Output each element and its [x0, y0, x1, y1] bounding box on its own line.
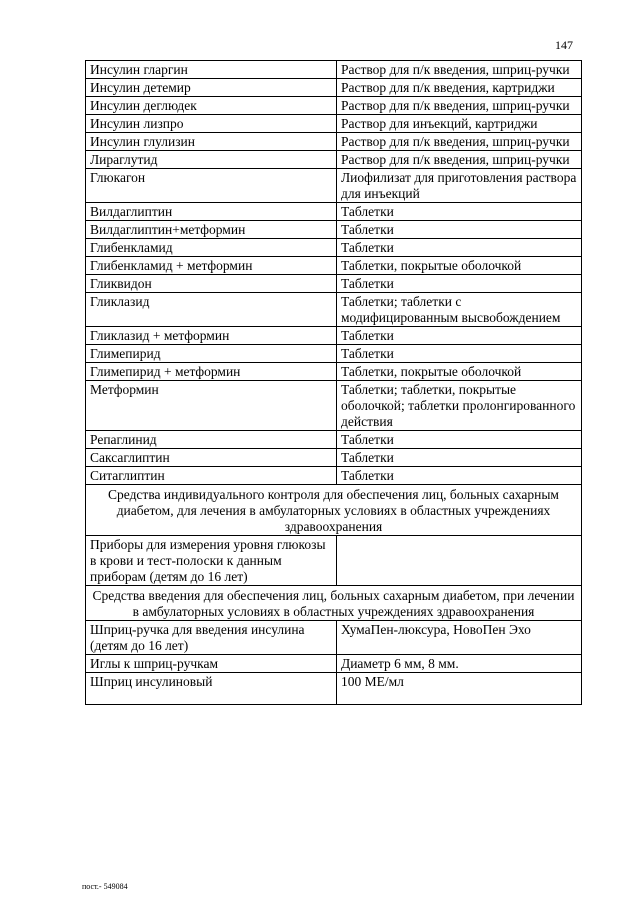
drug-name-cell: Гликлазид	[86, 293, 337, 327]
table-row	[86, 169, 582, 203]
table-row	[86, 655, 582, 673]
table-row	[86, 61, 582, 79]
table-row	[86, 275, 582, 293]
dosage-form-cell: Таблетки, покрытые оболочкой	[337, 363, 582, 381]
drug-name-cell: Глимепирид + метформин	[86, 363, 337, 381]
dosage-form-cell: Раствор для п/к введения, картриджи	[337, 79, 582, 97]
section-heading-administration: Средства введения для обеспечения лиц, больных сахарным диабетом, при лечении в амбулаторных условиях в областных учреждениях здравоохранения	[86, 586, 582, 621]
drug-name-cell: Гликлазид + метформин	[86, 327, 337, 345]
table-row	[86, 449, 582, 467]
table-row	[86, 431, 582, 449]
footer-note: пост.- 549084	[82, 882, 128, 891]
dosage-form-cell: Таблетки	[337, 467, 582, 485]
drug-table	[85, 60, 582, 705]
table-row	[86, 293, 582, 327]
table-row	[86, 621, 582, 655]
device-name-cell: Шприц-ручка для введения инсулина (детям до 16 лет)	[86, 621, 337, 655]
table-row	[86, 203, 582, 221]
dosage-form-cell: Таблетки, покрытые оболочкой	[337, 257, 582, 275]
drug-name-cell: Глюкагон	[86, 169, 337, 203]
drug-name-cell: Лираглутид	[86, 151, 337, 169]
table-row	[86, 221, 582, 239]
table-row	[86, 536, 582, 586]
drug-name-cell: Глибенкламид	[86, 239, 337, 257]
drug-name-cell: Глибенкламид + метформин	[86, 257, 337, 275]
table-row	[86, 381, 582, 431]
dosage-form-cell: Раствор для п/к введения, шприц-ручки	[337, 97, 582, 115]
device-detail-cell: 100 МЕ/мл	[337, 673, 582, 705]
drug-name-cell: Гликвидон	[86, 275, 337, 293]
table-row	[86, 97, 582, 115]
drug-name-cell: Инсулин глулизин	[86, 133, 337, 151]
section-heading-row	[86, 586, 582, 621]
dosage-form-cell: Таблетки	[337, 345, 582, 363]
dosage-form-cell: Таблетки	[337, 327, 582, 345]
dosage-form-cell: Раствор для п/к введения, шприц-ручки	[337, 61, 582, 79]
drug-name-cell: Глимепирид	[86, 345, 337, 363]
section-heading-row	[86, 485, 582, 536]
table-row	[86, 345, 582, 363]
dosage-form-cell: Таблетки	[337, 239, 582, 257]
table-row	[86, 327, 582, 345]
dosage-form-cell: Таблетки; таблетки с модифицированным высвобождением	[337, 293, 582, 327]
device-detail-cell: Диаметр 6 мм, 8 мм.	[337, 655, 582, 673]
dosage-form-cell: Раствор для п/к введения, шприц-ручки	[337, 151, 582, 169]
dosage-form-cell: Таблетки	[337, 221, 582, 239]
dosage-form-cell: Таблетки	[337, 449, 582, 467]
drug-name-cell: Вилдаглиптин+метформин	[86, 221, 337, 239]
table-row	[86, 133, 582, 151]
drug-name-cell: Инсулин деглюдек	[86, 97, 337, 115]
dosage-form-cell: Таблетки; таблетки, покрытые оболочкой; таблетки пролонгированного действия	[337, 381, 582, 431]
table-row	[86, 151, 582, 169]
dosage-form-cell: Раствор для п/к введения, шприц-ручки	[337, 133, 582, 151]
dosage-form-cell: Лиофилизат для приготовления раствора для инъекций	[337, 169, 582, 203]
dosage-form-cell: Раствор для инъекций, картриджи	[337, 115, 582, 133]
table-row	[86, 673, 582, 705]
dosage-form-cell: Таблетки	[337, 431, 582, 449]
drug-name-cell: Инсулин детемир	[86, 79, 337, 97]
drug-name-cell: Репаглинид	[86, 431, 337, 449]
drug-name-cell: Инсулин лизпро	[86, 115, 337, 133]
device-name-cell: Шприц инсулиновый	[86, 673, 337, 705]
device-detail-cell	[337, 536, 582, 586]
drug-name-cell: Вилдаглиптин	[86, 203, 337, 221]
drug-name-cell: Метформин	[86, 381, 337, 431]
device-name-cell: Приборы для измерения уровня глюкозы в крови и тест-полоски к данным приборам (детям до 16 лет)	[86, 536, 337, 586]
drug-name-cell: Саксаглиптин	[86, 449, 337, 467]
dosage-form-cell: Таблетки	[337, 275, 582, 293]
section-heading-monitoring: Средства индивидуального контроля для обеспечения лиц, больных сахарным диабетом, для лечения в амбулаторных условиях в областных учреждениях здравоохранения	[86, 485, 582, 536]
dosage-form-cell: Таблетки	[337, 203, 582, 221]
device-detail-cell: ХумаПен-люксура, НовоПен Эхо	[337, 621, 582, 655]
table-row	[86, 467, 582, 485]
drug-name-cell: Инсулин гларгин	[86, 61, 337, 79]
table-row	[86, 115, 582, 133]
table-row	[86, 79, 582, 97]
table-row	[86, 257, 582, 275]
page-number: 147	[555, 38, 573, 52]
table-row	[86, 239, 582, 257]
device-name-cell: Иглы к шприц-ручкам	[86, 655, 337, 673]
table-row	[86, 363, 582, 381]
drug-name-cell: Ситаглиптин	[86, 467, 337, 485]
